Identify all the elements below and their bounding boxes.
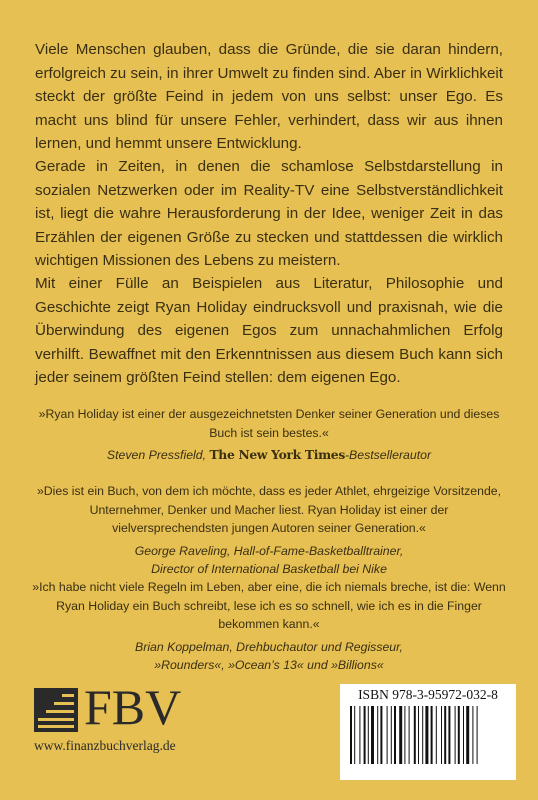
testimonial-3-text: »Ich habe nicht viele Regeln im Leben, aber eine, die ich niemals breche, ist die: Wenn Ryan Holiday ein Buch schreibt, lese ich es so schnell, wie ich es in die Finger bekommen kann.« — [32, 580, 506, 631]
blurb-paragraph-1: Viele Menschen glauben, dass die Gründe, die sie daran hindern, erfolgreich zu sein, in ihrer Umwelt zu finden sind. Aber in Wirklichkeit steckt der größte Feind in jedem von uns selbst: unser Ego. Es macht uns blind für unsere Fehler, verhindert, dass wir aus ihnen lernen, und hemmt unsere Entwicklung. — [35, 41, 503, 152]
testimonial-2-source-line-1: George Raveling, Hall-of-Fame-Basketballtrainer, — [134, 543, 404, 558]
testimonial-1 — [30, 405, 508, 465]
testimonial-1-author: Steven Pressfield, — [106, 448, 207, 462]
publisher-logo-text: FBV — [84, 679, 182, 735]
testimonial-2 — [30, 482, 508, 579]
blurb-paragraph-2: Gerade in Zeiten, in denen die schamlose Selbstdarstellung in sozialen Netzwerken oder im Reality-TV eine Selbstverständlichkeit ist, liegt die wahre Herausforderung in der Idee, weniger Zeit in das Erzählen der eigenen Größe zu stecken und stattdessen die wirklich wichtigen Missionen des Lebens zu meistern. — [35, 158, 503, 269]
testimonial-2-source — [30, 542, 508, 579]
testimonial-1-source — [30, 446, 508, 465]
blurb-paragraph-3: Mit einer Fülle an Beispielen aus Literatur, Philosophie und Geschichte zeigt Ryan Holiday eindrucksvoll und praxisnah, wie die Überwindung des eigenen Egos zum unnachahmlichen Erfolg verhilft. Bewaffnet mit den Erkenntnissen aus diesem Buch kann sich jeder seinem größten Feind stellen: dem eigenen Ego. — [35, 275, 503, 386]
publisher-url: www.finanzbuchverlag.de — [34, 738, 176, 753]
staircase-logo-icon — [34, 688, 78, 732]
nyt-logotype: The New York Times — [209, 447, 345, 462]
testimonial-3-source-line-2: »Rounders«, »Ocean’s 13« und »Billions« — [154, 658, 384, 672]
barcode-icon — [348, 706, 508, 770]
testimonial-3 — [30, 578, 508, 675]
isbn-barcode-box — [340, 684, 516, 780]
testimonial-3-source — [30, 638, 508, 675]
testimonial-2-text: »Dies ist ein Buch, von dem ich möchte, dass es jeder Athlet, ehrgeizige Vorsitzende, Unternehmer, Denker und Macher liest. Ryan Holiday ist einer der vielversprechendsten jungen Autoren seiner Generation.« — [36, 484, 502, 535]
isbn-label: ISBN 978-3-95972-032-8 — [358, 687, 498, 702]
testimonial-3-source-line-1: Brian Koppelman, Drehbuchautor und Regisseur, — [135, 639, 403, 654]
testimonial-1-role: -Bestsellerautor — [344, 448, 432, 462]
testimonial-1-text: »Ryan Holiday ist einer der ausgezeichnetsten Denker seiner Generation und dieses Buch ist sein bestes.« — [38, 407, 500, 440]
testimonial-2-source-line-2: Director of International Basketball bei Nike — [151, 562, 387, 576]
